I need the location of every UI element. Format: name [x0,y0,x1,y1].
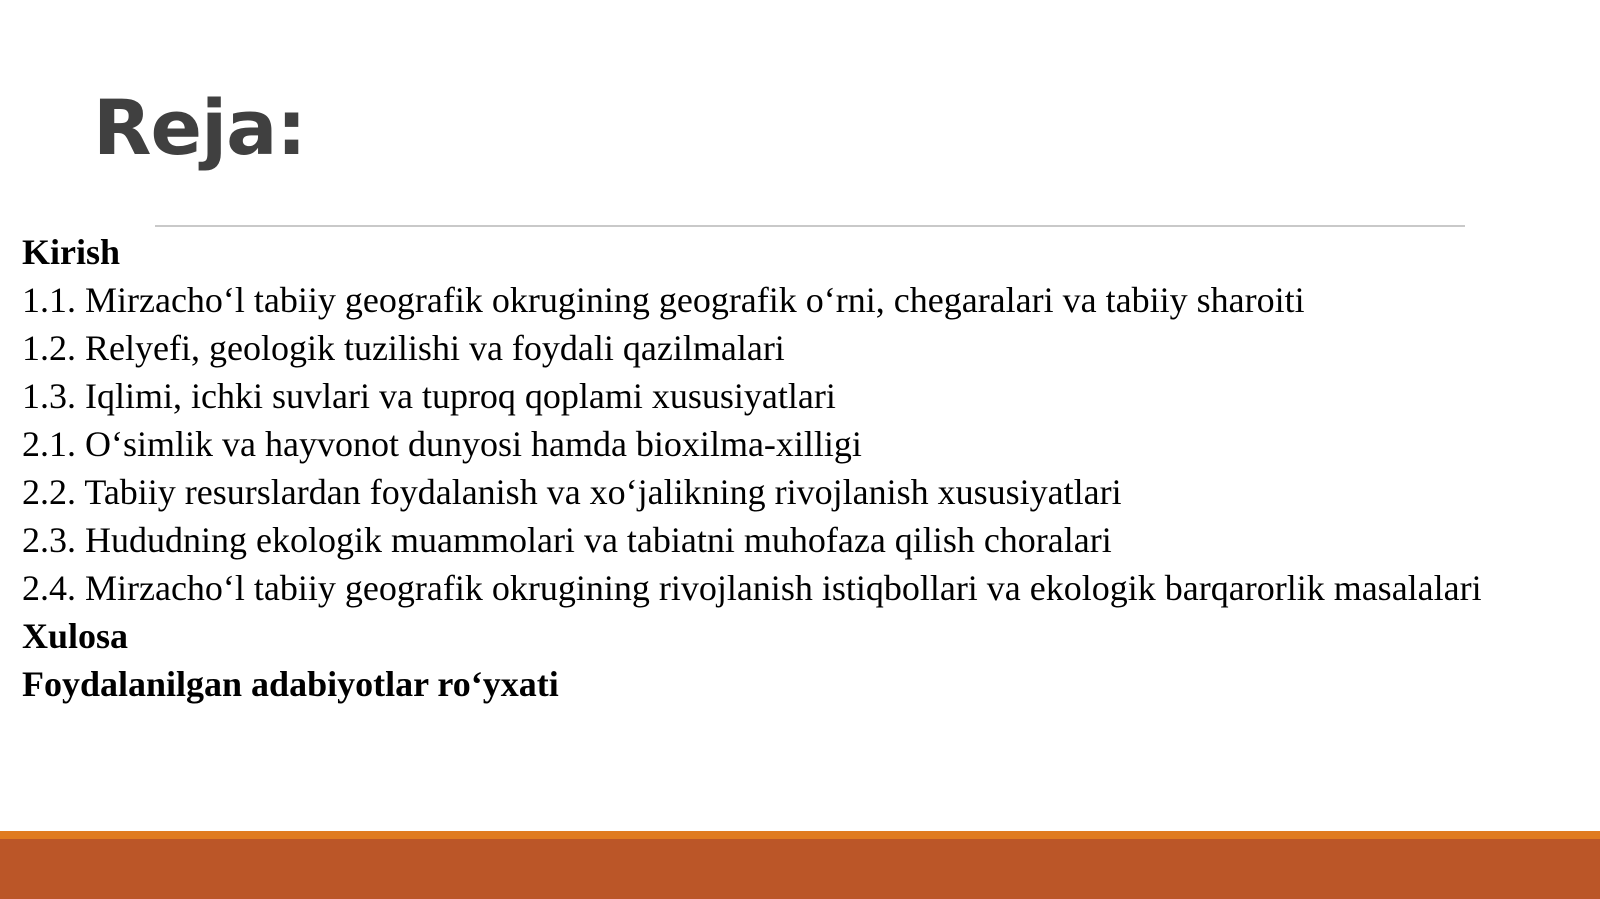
plan-item-2-2: 2.2. Tabiiy resurslardan foydalanish va xoʻjalikning rivojlanish xususiyatlari [22,472,1122,512]
plan-item-references: Foydalanilgan adabiyotlar roʻyxati [22,664,559,704]
slide-title: Reja: [93,83,306,172]
plan-item-1-3: 1.3. Iqlimi, ichki suvlari va tuproq qoplami xususiyatlari [22,376,836,416]
plan-item-1-2: 1.2. Relyefi, geologik tuzilishi va foydali qazilmalari [22,328,785,368]
plan-item-1-1: 1.1. Mirzachoʻl tabiiy geografik okrugining geografik oʻrni, chegaralari va tabiiy sharoiti [22,280,1305,320]
title-divider [155,225,1465,227]
plan-item-2-3: 2.3. Hududning ekologik muammolari va tabiatni muhofaza qilish choralari [22,520,1112,560]
plan-item-2-4: 2.4. Mirzachoʻl tabiiy geografik okrugining rivojlanish istiqbollari va ekologik barqarorlik masalalari [22,568,1482,608]
plan-item-introduction: Kirish [22,232,121,272]
plan-item-conclusion: Xulosa [22,616,129,656]
bottom-bar-accent [0,831,1600,839]
plan-list [22,228,1542,708]
plan-item-2-1: 2.1. Oʻsimlik va hayvonot dunyosi hamda bioxilma-xilligi [22,424,862,464]
bottom-bar [0,831,1600,899]
